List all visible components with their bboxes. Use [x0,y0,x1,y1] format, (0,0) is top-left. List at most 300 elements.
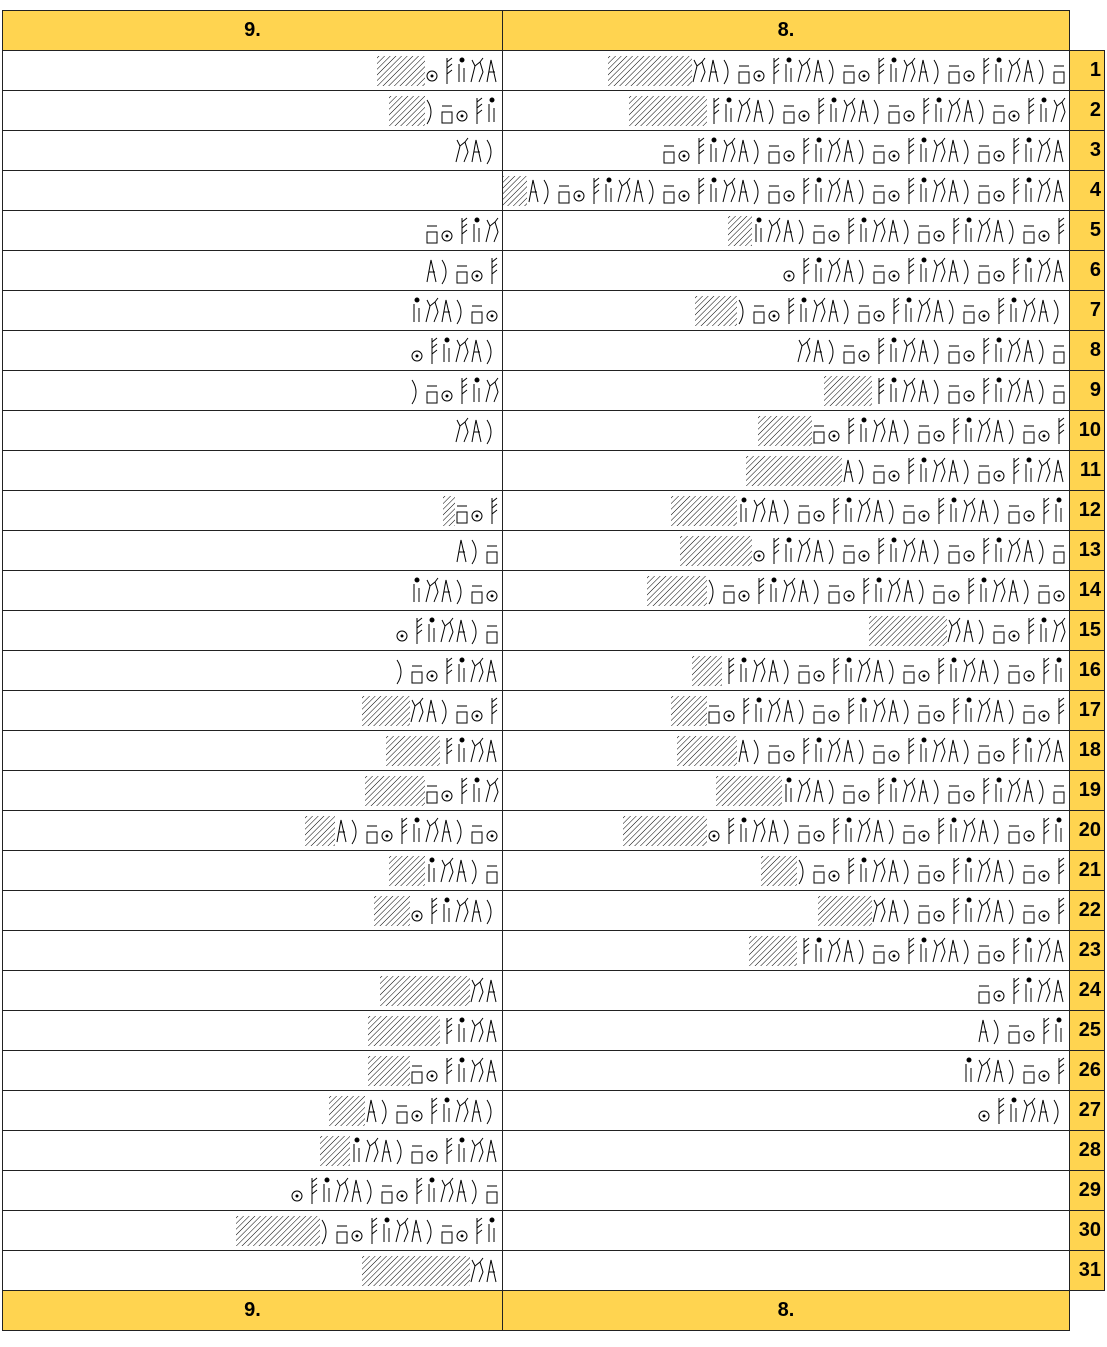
glyph-group [414,578,497,604]
hieroglyph-glyphs [290,1172,500,1210]
hieroglyph-line [389,851,500,890]
hieroglyph-glyphs [662,132,1067,170]
lacuna-hatch [629,96,707,126]
glyph-group [729,658,1061,684]
hieroglyph-line [290,1171,500,1210]
line-number: 17 [1070,691,1105,731]
line-number: 12 [1070,491,1105,531]
glyph-group [337,818,497,844]
text-cell-right [503,331,1070,371]
table-row [3,1211,1105,1251]
hieroglyph-table [2,10,1105,1331]
text-cell-right [503,291,1070,331]
text-cell-right [503,891,1070,931]
hieroglyph-line [977,971,1067,1010]
hieroglyph-line [455,531,500,570]
lacuna-hatch [362,1256,470,1286]
hieroglyph-line [728,211,1067,250]
hieroglyph-glyphs [386,732,500,770]
hieroglyph-line [380,971,500,1010]
text-cell-left [3,811,503,851]
hieroglyph-glyphs [695,292,1067,330]
text-cell-left [3,251,503,291]
text-cell-left [3,1131,503,1171]
text-cell-right [503,971,1070,1011]
hieroglyph-glyphs [758,412,1067,450]
text-cell-right [503,771,1070,811]
hieroglyph-line [320,1131,500,1170]
table-row [3,691,1105,731]
text-cell-left [3,411,503,451]
lacuna-hatch [443,496,455,526]
table-row [3,1131,1105,1171]
text-cell-right [503,251,1070,291]
glyph-group [411,698,497,724]
table-row [3,1171,1105,1211]
line-number: 6 [1070,251,1105,291]
column-footer-right: 8. [503,1291,1070,1331]
hieroglyph-line [329,1091,500,1130]
glyph-group [447,738,496,764]
text-cell-right [503,491,1070,531]
hieroglyph-glyphs [389,92,500,130]
hieroglyph-line [365,771,500,810]
hieroglyph-glyphs [671,492,1067,530]
hieroglyph-line [377,51,500,90]
table-row [3,1251,1105,1291]
lacuna-hatch [824,376,872,406]
lacuna-hatch [368,1056,410,1086]
text-cell-right [503,131,1070,171]
table-row [3,931,1105,971]
hieroglyph-glyphs [728,212,1067,250]
text-cell-right [503,1011,1070,1051]
glyph-group [664,138,1063,164]
text-cell-right [503,1131,1070,1171]
glyph-group [427,98,494,124]
hieroglyph-line [503,171,1068,210]
lacuna-hatch [647,576,707,606]
line-number: 9 [1070,371,1105,411]
text-cell-left [3,1011,503,1051]
hieroglyph-glyphs [503,172,1068,210]
hieroglyph-line [374,891,500,930]
line-number: 13 [1070,531,1105,571]
glyph-group [693,58,1064,84]
glyph-group [709,818,1061,844]
hieroglyph-glyphs [305,812,500,850]
lacuna-hatch [389,856,425,886]
text-cell-left [3,531,503,571]
lacuna-hatch [329,1096,365,1126]
lacuna-hatch [749,936,797,966]
hieroglyph-glyphs [395,612,500,650]
hieroglyph-line [443,491,500,530]
glyph-group [456,138,491,164]
hieroglyph-glyphs [962,1052,1067,1090]
text-cell-left [3,611,503,651]
glyph-group [412,898,491,924]
line-number: 25 [1070,1011,1105,1051]
text-cell-left [3,891,503,931]
hieroglyph-line [305,811,500,850]
line-number: 19 [1070,771,1105,811]
glyph-group [784,258,1063,284]
table-row [3,91,1105,131]
table-row [3,1091,1105,1131]
line-number: 4 [1070,171,1105,211]
text-cell-right [503,411,1070,451]
text-cell-right [503,731,1070,771]
hieroglyph-line [395,611,500,650]
lacuna-hatch [623,816,707,846]
line-number: 30 [1070,1211,1105,1251]
hieroglyph-glyphs [716,772,1067,810]
glyph-group [354,1138,496,1164]
glyph-group [879,378,1064,404]
text-cell-right [503,531,1070,571]
glyph-group [529,178,1063,204]
line-number: 8 [1070,331,1105,371]
line-number: 15 [1070,611,1105,651]
hieroglyph-line [662,131,1067,170]
hieroglyph-line [455,131,500,170]
table-row [3,371,1105,411]
text-cell-left [3,171,503,211]
text-cell-left [3,1051,503,1091]
line-number: 10 [1070,411,1105,451]
table-row [3,451,1105,491]
hieroglyph-glyphs [647,572,1067,610]
hieroglyph-glyphs [761,852,1067,890]
glyph-group [799,858,1064,884]
hieroglyph-line [629,91,1067,130]
line-number: 26 [1070,1051,1105,1091]
lacuna-hatch [692,656,722,686]
glyph-group [804,938,1063,964]
lacuna-hatch [365,776,425,806]
text-cell-left [3,91,503,131]
glyph-group [292,1178,497,1204]
hieroglyph-glyphs [818,892,1067,930]
column-header-left: 9. [3,11,503,51]
glyph-group [427,218,498,244]
lacuna-hatch [503,176,528,206]
glyph-group [427,258,497,284]
table-row [3,211,1105,251]
hieroglyph-line [362,691,500,730]
text-cell-left [3,851,503,891]
text-cell-left [3,691,503,731]
glyph-group [412,1058,496,1084]
glyph-group [979,1018,1061,1044]
glyph-group [427,58,496,84]
line-number: 22 [1070,891,1105,931]
text-cell-left [3,1211,503,1251]
hieroglyph-glyphs [680,532,1067,570]
glyph-group [739,738,1063,764]
table-row [3,731,1105,771]
hieroglyph-glyphs [362,1252,500,1290]
text-cell-right [503,931,1070,971]
lacuna-hatch [818,896,872,926]
glyph-group [966,1058,1064,1084]
text-cell-left [3,571,503,611]
hieroglyph-glyphs [443,492,500,530]
text-cell-right [503,171,1070,211]
footer-corner [1070,1291,1105,1331]
text-cell-right [503,1251,1070,1291]
line-number: 21 [1070,851,1105,891]
hieroglyph-glyphs [389,852,500,890]
table-row [3,131,1105,171]
text-cell-right [503,1051,1070,1091]
glyph-group [714,98,1065,124]
hieroglyph-line [455,411,500,450]
hieroglyph-line [410,291,500,330]
line-number: 2 [1070,91,1105,131]
hieroglyph-line [797,331,1067,370]
lacuna-hatch [380,976,470,1006]
hieroglyph-line [386,731,500,770]
text-cell-left [3,51,503,91]
lacuna-hatch [869,616,947,646]
lacuna-hatch [671,496,737,526]
glyph-group [414,298,497,324]
text-cell-right [503,51,1070,91]
text-cell-left [3,971,503,1011]
glyph-group [709,698,1064,724]
header-row [3,11,1105,51]
lacuna-hatch [305,816,335,846]
glyph-group [397,658,496,684]
glyph-group [427,778,498,804]
table-row [3,811,1105,851]
hieroglyph-glyphs [455,412,500,450]
hieroglyph-glyphs [236,1212,500,1250]
text-cell-left [3,131,503,171]
hieroglyph-glyphs [608,52,1067,90]
hieroglyph-line [410,331,500,370]
hieroglyph-line [869,611,1067,650]
lacuna-hatch [671,696,707,726]
hieroglyph-line [425,211,500,250]
text-cell-right [503,1211,1070,1251]
hieroglyph-glyphs [629,92,1067,130]
glyph-group [798,338,1064,364]
text-cell-left [3,371,503,411]
glyph-group [412,378,498,404]
text-cell-left [3,211,503,251]
text-cell-left [3,291,503,331]
glyph-group [979,1098,1058,1124]
hieroglyph-line [977,1011,1067,1050]
hieroglyph-line [746,451,1067,490]
hieroglyph-glyphs [977,1092,1067,1130]
table-row [3,491,1105,531]
hieroglyph-glyphs [365,772,500,810]
line-number: 14 [1070,571,1105,611]
text-cell-right [503,1091,1070,1131]
line-number: 27 [1070,1091,1105,1131]
text-cell-right [503,611,1070,651]
text-cell-left [3,931,503,971]
hieroglyph-glyphs [977,1012,1067,1050]
hieroglyph-line [962,1051,1067,1090]
hieroglyph-line [389,91,500,130]
text-cell-left [3,491,503,531]
hieroglyph-line [818,891,1067,930]
glyph-group [456,418,491,444]
hieroglyph-line [677,731,1067,770]
hieroglyph-glyphs [977,972,1067,1010]
lacuna-hatch [320,1136,350,1166]
hieroglyph-glyphs [362,692,500,730]
table-row [3,171,1105,211]
hieroglyph-line [761,851,1067,890]
glyph-group [814,418,1064,444]
hieroglyph-glyphs [692,652,1067,690]
hieroglyph-line [608,51,1067,90]
column-footer-left: 9. [3,1291,503,1331]
hieroglyph-glyphs [455,132,500,170]
lacuna-hatch [368,1016,440,1046]
line-number: 1 [1070,51,1105,91]
text-cell-left [3,331,503,371]
glyph-group [322,1218,494,1244]
hieroglyph-glyphs [623,812,1067,850]
lacuna-hatch [608,56,692,86]
hieroglyph-glyphs [425,252,500,290]
hieroglyph-line [716,771,1067,810]
hieroglyph-line [977,1091,1067,1130]
glyph-group [471,1258,496,1282]
text-cell-left [3,771,503,811]
line-number: 5 [1070,211,1105,251]
lacuna-hatch [695,296,737,326]
glyph-group [471,978,496,1002]
text-cell-left [3,1091,503,1131]
line-number: 31 [1070,1251,1105,1291]
glyph-group [756,218,1064,244]
text-cell-left [3,731,503,771]
column-header-right: 8. [503,11,1070,51]
hieroglyph-line [758,411,1067,450]
glyph-group [948,618,1065,644]
text-cell-right [503,651,1070,691]
text-cell-right [503,811,1070,851]
text-cell-right [503,691,1070,731]
hieroglyph-line [671,491,1067,530]
table-row [3,1011,1105,1051]
table-row [3,251,1105,291]
hieroglyph-line [395,651,500,690]
line-number: 23 [1070,931,1105,971]
text-cell-right [503,371,1070,411]
glyph-group [741,498,1061,524]
hieroglyph-line [362,1251,500,1290]
table-row [3,291,1105,331]
table-row [3,571,1105,611]
hieroglyph-glyphs [380,972,500,1010]
text-cell-right [503,451,1070,491]
hieroglyph-glyphs [746,452,1067,490]
table-row [3,971,1105,1011]
glyph-group [367,1098,491,1124]
text-cell-right [503,851,1070,891]
lacuna-hatch [362,696,410,726]
hieroglyph-glyphs [749,932,1067,970]
hieroglyph-glyphs [410,572,500,610]
text-cell-left [3,1251,503,1291]
hieroglyph-line [425,251,500,290]
lacuna-hatch [761,856,797,886]
lacuna-hatch [377,56,425,86]
hieroglyph-line [623,811,1067,850]
hieroglyph-line [236,1211,500,1250]
lacuna-hatch [728,216,752,246]
hieroglyph-glyphs [671,692,1067,730]
glyph-group [709,578,1064,604]
hieroglyph-line [647,571,1067,610]
table-row [3,651,1105,691]
text-cell-right [503,91,1070,131]
line-number: 3 [1070,131,1105,171]
line-number: 18 [1070,731,1105,771]
table-row [3,851,1105,891]
hieroglyph-line [749,931,1067,970]
table-row [3,771,1105,811]
hieroglyph-glyphs [824,372,1067,410]
lacuna-hatch [716,776,782,806]
footer-row [3,1291,1105,1331]
line-number: 20 [1070,811,1105,851]
hieroglyph-glyphs [395,652,500,690]
hieroglyph-line [824,371,1067,410]
table-row [3,1051,1105,1091]
table-row [3,331,1105,371]
hieroglyph-line [695,291,1067,330]
text-cell-right [503,211,1070,251]
hieroglyph-glyphs [677,732,1067,770]
line-number: 16 [1070,651,1105,691]
hieroglyph-line [410,571,500,610]
hieroglyph-glyphs [320,1132,500,1170]
hieroglyph-glyphs [410,372,500,410]
hieroglyph-glyphs [425,212,500,250]
lacuna-hatch [374,896,410,926]
line-number: 7 [1070,291,1105,331]
glyph-group [739,298,1058,324]
table-row [3,51,1105,91]
table-row [3,891,1105,931]
line-number: 11 [1070,451,1105,491]
glyph-group [873,898,1064,924]
hieroglyph-glyphs [329,1092,500,1130]
hieroglyph-glyphs [410,332,500,370]
lacuna-hatch [389,96,425,126]
lacuna-hatch [746,456,842,486]
lacuna-hatch [758,416,812,446]
glyph-group [786,778,1064,804]
hieroglyph-glyphs [368,1052,500,1090]
line-number: 29 [1070,1171,1105,1211]
hieroglyph-line [671,691,1067,730]
hieroglyph-line [368,1051,500,1090]
glyph-group [397,618,497,644]
glyph-group [412,338,491,364]
hieroglyph-glyphs [374,892,500,930]
